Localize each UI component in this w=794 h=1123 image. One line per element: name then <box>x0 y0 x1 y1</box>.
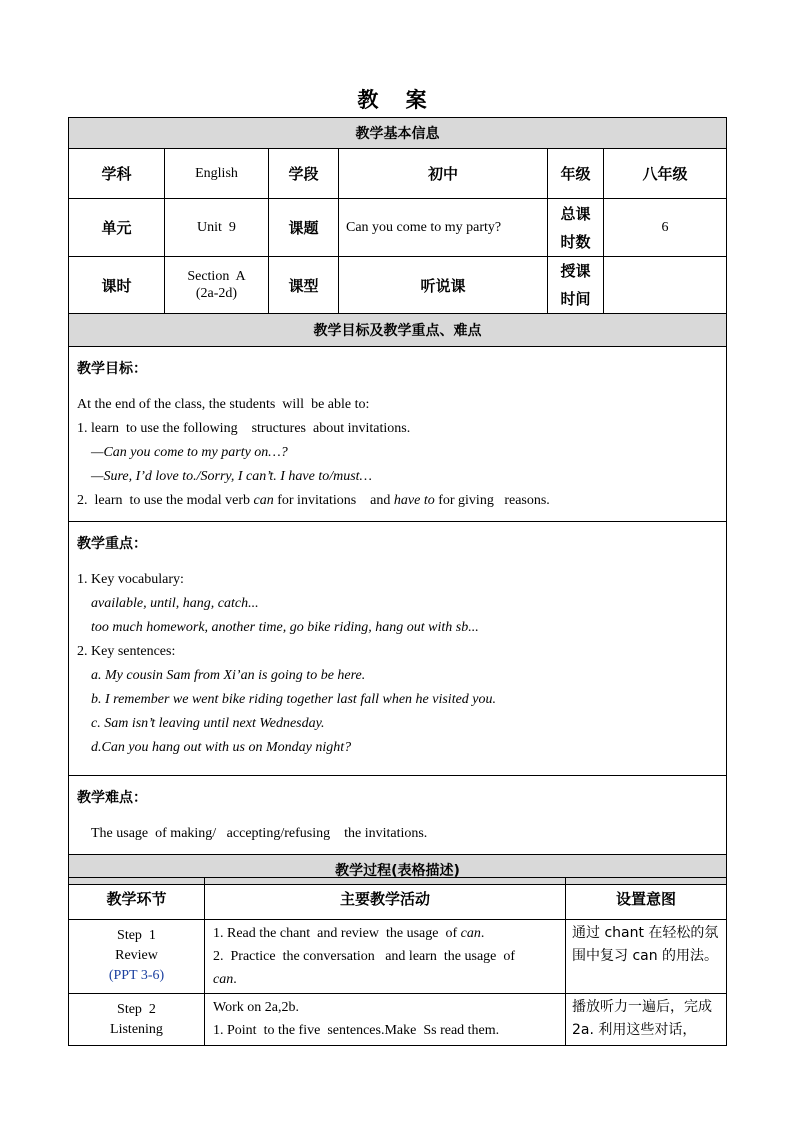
activity-line: 2. Practice the conversation and learn the usage of <box>213 949 516 964</box>
objectives-line2: —Can you come to my party on…? <box>91 445 288 460</box>
objectives-intro: At the end of the class, the students will be able to: <box>77 397 370 412</box>
intent-cell: 通过 chant 在轻松的氛围中复习 can 的用法。 <box>566 920 727 994</box>
activity-text: 1. Read the chant and review the usage of <box>213 926 461 941</box>
topic-label: 课题 <box>269 199 339 257</box>
objectives-section <box>69 347 727 522</box>
total-hours-value: 6 <box>604 199 727 257</box>
activity-cell <box>205 994 566 1046</box>
basic-info-table <box>68 117 727 885</box>
period-value <box>165 257 269 314</box>
key-sentences-heading: 2. Key sentences: <box>77 644 176 659</box>
teaching-time-label-line2: 时间 <box>560 290 591 308</box>
process-table <box>68 877 727 1046</box>
activity-text: . <box>233 972 237 987</box>
step-number: Step 1 <box>117 928 156 943</box>
subject-value: English <box>165 149 269 199</box>
key-sentence-c: c. Sam isn’t leaving until next Wednesday. <box>91 716 325 731</box>
teaching-time-value <box>604 257 727 314</box>
activity-line: Work on 2a,2b. <box>213 1000 299 1015</box>
goals-header: 教学目标及教学重点、难点 <box>69 314 727 347</box>
stage-label: 学段 <box>269 149 339 199</box>
difficulties-label: 教学难点： <box>77 790 147 806</box>
key-vocab-heading: 1. Key vocabulary: <box>77 572 184 587</box>
grade-value: 八年级 <box>604 149 727 199</box>
objectives-line4 <box>77 489 718 513</box>
objectives-line3: —Sure, I’d love to./Sorry, I can’t. I have to/must… <box>91 469 372 484</box>
step-number: Step 2 <box>117 1002 156 1017</box>
key-sentence-b: b. I remember we went bike riding together last fall when he visited you. <box>91 692 497 707</box>
teaching-time-label-line1: 授课 <box>560 262 591 280</box>
step-cell <box>69 994 205 1046</box>
key-sentence-a: a. My cousin Sam from Xi’an is going to be here. <box>91 668 366 683</box>
unit-label: 单元 <box>69 199 165 257</box>
objectives-line4-can: can <box>253 493 274 508</box>
objectives-line4-c: for giving reasons. <box>434 493 550 508</box>
total-hours-label-line2: 时数 <box>560 232 591 251</box>
type-label: 课型 <box>269 257 339 314</box>
topic-value: Can you come to my party? <box>339 199 548 257</box>
key-points-section <box>69 522 727 776</box>
activity-line <box>213 922 557 945</box>
difficulties-section <box>69 776 727 855</box>
col-activity-header: 主要教学活动 <box>205 878 566 920</box>
stage-value: 初中 <box>339 149 548 199</box>
activity-italic: can <box>213 972 234 987</box>
objectives-line1: 1. learn to use the following structures about invitations. <box>77 421 411 436</box>
key-vocab-line1: available, until, hang, catch... <box>91 596 259 611</box>
total-hours-label <box>548 199 604 257</box>
activity-text: . <box>480 926 485 941</box>
period-value-line1: Section A <box>187 269 246 284</box>
col-step-header: 教学环节 <box>69 878 205 920</box>
difficulties-text: The usage of making/ accepting/refusing the invitations. <box>91 826 428 841</box>
activity-italic: can <box>460 926 481 941</box>
page-title: 教 案 <box>357 88 437 112</box>
total-hours-label-line1: 总课 <box>560 204 591 223</box>
step-ppt-range: (PPT 3-6) <box>108 968 165 983</box>
activity-line <box>213 968 557 991</box>
col-intent-header: 设置意图 <box>566 878 727 920</box>
step-cell <box>69 920 205 994</box>
period-value-line2: (2a-2d) <box>195 286 238 301</box>
step-name: Listening <box>110 1022 163 1037</box>
intent-cell: 播放听力一遍后，完成2a. 利用这些对话， <box>566 994 727 1046</box>
key-sentence-d: d.Can you hang out with us on Monday night? <box>91 740 352 755</box>
activity-line: 1. Point to the five sentences.Make Ss read them. <box>213 1023 500 1038</box>
key-vocab-line2: too much homework, another time, go bike riding, hang out with sb... <box>91 620 479 635</box>
grade-label: 年级 <box>548 149 604 199</box>
objectives-line4-a: 2. learn to use the modal verb <box>77 493 254 508</box>
objectives-label: 教学目标： <box>77 361 147 377</box>
subject-label: 学科 <box>69 149 165 199</box>
teaching-time-label <box>548 257 604 314</box>
basic-info-header: 教学基本信息 <box>69 118 727 149</box>
key-points-label: 教学重点： <box>77 536 147 552</box>
activity-cell <box>205 920 566 994</box>
objectives-line4-b: for invitations and <box>273 493 394 508</box>
unit-value: Unit 9 <box>165 199 269 257</box>
type-value: 听说课 <box>339 257 548 314</box>
period-label: 课时 <box>69 257 165 314</box>
objectives-line4-have: have to <box>393 493 435 508</box>
process-header: 教学过程(表格描述) <box>69 855 727 885</box>
step-name: Review <box>115 948 158 963</box>
